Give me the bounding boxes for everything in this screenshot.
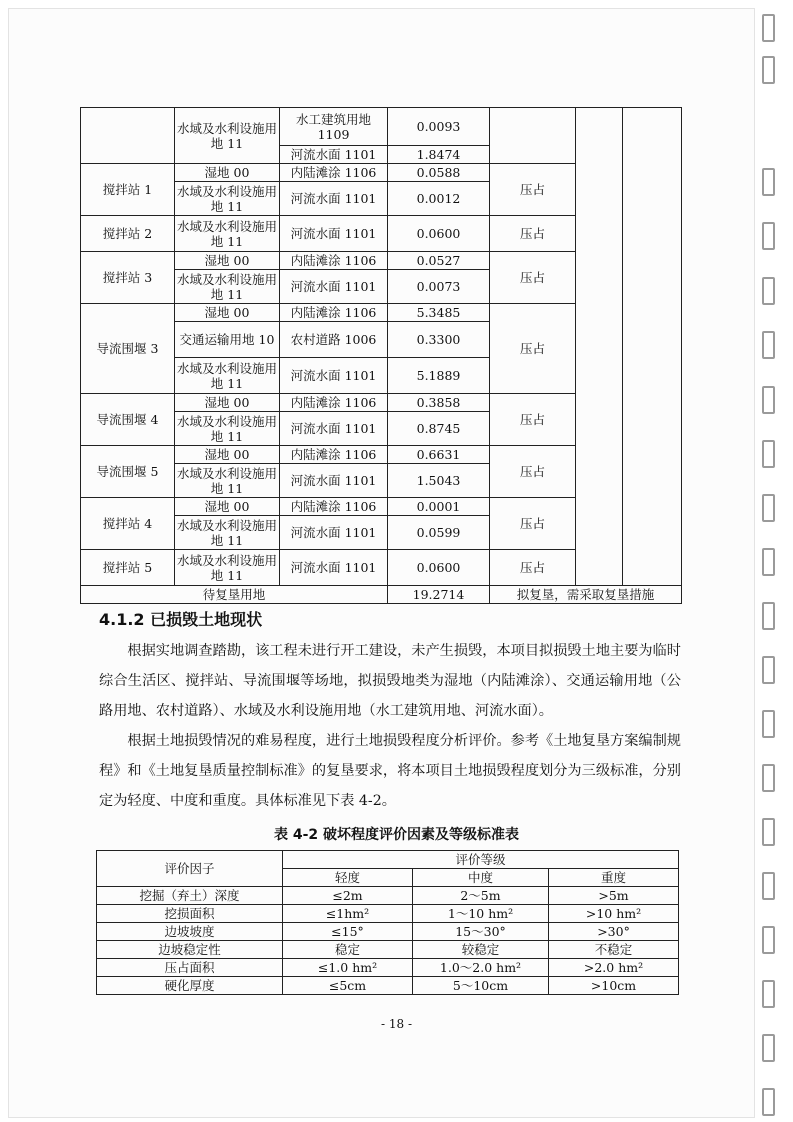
light-cell: ≤15° <box>283 923 413 941</box>
table-row <box>97 905 679 923</box>
land-class-cell: 水域及水利设施用地 11 <box>175 182 280 216</box>
value-cell: 0.0012 <box>388 182 490 216</box>
medium-cell: 5～10cm <box>413 977 549 995</box>
binder-mark <box>762 548 775 576</box>
sub-class-cell: 河流水面 1101 <box>280 182 388 216</box>
land-class-cell: 湿地 00 <box>175 498 280 516</box>
total-note: 拟复垦，需采取复垦措施 <box>490 586 682 604</box>
area-cell: 导流围堰 3 <box>81 304 175 394</box>
area-cell: 搅拌站 2 <box>81 216 175 252</box>
value-cell: 5.1889 <box>388 358 490 394</box>
binder-mark <box>762 277 775 305</box>
sub-class-cell: 水工建筑用地 1109 <box>280 108 388 146</box>
table-row <box>97 977 679 995</box>
sub-class-cell: 河流水面 1101 <box>280 358 388 394</box>
binder-mark <box>762 926 775 954</box>
value-cell: 0.3300 <box>388 322 490 358</box>
table-row <box>97 923 679 941</box>
heavy-cell: >30° <box>549 923 679 941</box>
value-cell: 0.6631 <box>388 446 490 464</box>
total-value: 19.2714 <box>388 586 490 604</box>
grade-header: 评价等级 <box>283 851 679 869</box>
land-class-cell: 湿地 00 <box>175 304 280 322</box>
paragraph-2: 根据土地损毁情况的难易程度，进行土地损毁程度分析评价。参考《土地复垦方案编制规程》和《土地复垦质量控制标准》的复垦要求，将本项目土地损毁程度划分为三级标准，分别定为轻度、中度和重度。具体标准见下表 4-2。 <box>99 733 681 809</box>
value-cell: 0.0588 <box>388 164 490 182</box>
sub-class-cell: 内陆滩涂 1106 <box>280 446 388 464</box>
binder-mark <box>762 386 775 414</box>
area-cell: 搅拌站 3 <box>81 252 175 304</box>
damage-grade-table <box>96 850 679 995</box>
land-class-cell: 交通运输用地 10 <box>175 322 280 358</box>
total-label: 待复垦用地 <box>81 586 388 604</box>
table-total-row <box>81 586 682 604</box>
value-cell: 0.0093 <box>388 108 490 146</box>
light-cell: 稳定 <box>283 941 413 959</box>
section-heading: 4.1.2 已损毁土地现状 <box>99 610 263 629</box>
factor-cell: 挖损面积 <box>97 905 283 923</box>
land-class-cell: 水域及水利设施用地 11 <box>175 516 280 550</box>
table-row <box>97 887 679 905</box>
sub-class-cell: 内陆滩涂 1106 <box>280 394 388 412</box>
land-class-cell: 湿地 00 <box>175 394 280 412</box>
area-cell: 搅拌站 1 <box>81 164 175 216</box>
binder-mark <box>762 1034 775 1062</box>
binder-mark <box>762 494 775 522</box>
type-cell: 压占 <box>490 498 576 550</box>
table-row <box>97 959 679 977</box>
binder-mark <box>762 440 775 468</box>
table-row <box>81 108 682 146</box>
table-caption: 表 4-2 破坏程度评价因素及等级标准表 <box>273 827 520 843</box>
light-cell: ≤1.0 hm² <box>283 959 413 977</box>
heavy-cell: 不稳定 <box>549 941 679 959</box>
table-header-row <box>97 851 679 869</box>
area-cell <box>81 108 175 164</box>
heavy-cell: >2.0 hm² <box>549 959 679 977</box>
binder-mark <box>762 602 775 630</box>
binder-mark <box>762 656 775 684</box>
type-cell: 压占 <box>490 252 576 304</box>
sub-class-cell: 河流水面 1101 <box>280 550 388 586</box>
light-cell: ≤5cm <box>283 977 413 995</box>
value-cell: 5.3485 <box>388 304 490 322</box>
land-class-cell: 水域及水利设施用地 11 <box>175 358 280 394</box>
land-class-cell: 水域及水利设施用地 11 <box>175 464 280 498</box>
land-class-cell: 水域及水利设施用地 11 <box>175 108 280 164</box>
land-damage-table <box>80 107 682 604</box>
heavy-cell: >10cm <box>549 977 679 995</box>
binder-mark <box>762 14 775 42</box>
heavy-cell: >5m <box>549 887 679 905</box>
area-cell: 搅拌站 5 <box>81 550 175 586</box>
sub-class-cell: 内陆滩涂 1106 <box>280 304 388 322</box>
factor-cell: 边坡坡度 <box>97 923 283 941</box>
area-cell: 导流围堰 5 <box>81 446 175 498</box>
value-cell: 0.0001 <box>388 498 490 516</box>
medium-cell: 15～30° <box>413 923 549 941</box>
binder-mark <box>762 222 775 250</box>
binder-mark <box>762 980 775 1008</box>
factor-header: 评价因子 <box>97 851 283 887</box>
medium-cell: 2～5m <box>413 887 549 905</box>
sub-class-cell: 内陆滩涂 1106 <box>280 252 388 270</box>
binder-mark <box>762 710 775 738</box>
value-cell: 0.0600 <box>388 550 490 586</box>
light-cell: ≤1hm² <box>283 905 413 923</box>
value-cell: 0.0527 <box>388 252 490 270</box>
sub-class-cell: 内陆滩涂 1106 <box>280 498 388 516</box>
land-class-cell: 水域及水利设施用地 11 <box>175 412 280 446</box>
binder-mark <box>762 764 775 792</box>
medium-cell: 1.0～2.0 hm² <box>413 959 549 977</box>
type-cell: 压占 <box>490 164 576 216</box>
grade-light-header: 轻度 <box>283 869 413 887</box>
value-cell: 0.3858 <box>388 394 490 412</box>
heavy-cell: >10 hm² <box>549 905 679 923</box>
page-number: - 18 - <box>380 1017 412 1031</box>
sub-class-cell: 河流水面 1101 <box>280 464 388 498</box>
sub-class-cell: 河流水面 1101 <box>280 270 388 304</box>
type-cell: 压占 <box>490 216 576 252</box>
factor-cell: 硬化厚度 <box>97 977 283 995</box>
factor-cell: 压占面积 <box>97 959 283 977</box>
sub-class-cell: 河流水面 1101 <box>280 412 388 446</box>
binder-mark <box>762 872 775 900</box>
type-cell: 压占 <box>490 304 576 394</box>
value-cell: 0.8745 <box>388 412 490 446</box>
blank-cell <box>623 108 682 586</box>
land-class-cell: 湿地 00 <box>175 252 280 270</box>
binder-mark <box>762 168 775 196</box>
medium-cell: 较稳定 <box>413 941 549 959</box>
medium-cell: 1～10 hm² <box>413 905 549 923</box>
value-cell: 0.0600 <box>388 216 490 252</box>
sub-class-cell: 河流水面 1101 <box>280 216 388 252</box>
value-cell: 0.0073 <box>388 270 490 304</box>
binder-mark <box>762 1088 775 1116</box>
value-cell: 1.5043 <box>388 464 490 498</box>
factor-cell: 边坡稳定性 <box>97 941 283 959</box>
value-cell: 0.0599 <box>388 516 490 550</box>
binder-mark <box>762 331 775 359</box>
area-cell: 导流围堰 4 <box>81 394 175 446</box>
grade-heavy-header: 重度 <box>549 869 679 887</box>
factor-cell: 挖掘（弃土）深度 <box>97 887 283 905</box>
type-cell: 压占 <box>490 394 576 446</box>
sub-class-cell: 河流水面 1101 <box>280 516 388 550</box>
table-row <box>97 941 679 959</box>
grade-medium-header: 中度 <box>413 869 549 887</box>
paragraph-1: 根据实地调查踏勘，该工程未进行开工建设，未产生损毁，本项目拟损毁土地主要为临时综合生活区、搅拌站、导流围堰等场地，拟损毁地类为湿地（内陆滩涂）、交通运输用地（公路用地、农村道路）、水域及水利设施用地（水工建筑用地、河流水面）。 <box>99 643 681 719</box>
type-cell <box>490 108 576 164</box>
land-class-cell: 湿地 00 <box>175 446 280 464</box>
type-cell: 压占 <box>490 550 576 586</box>
blank-cell <box>576 108 623 586</box>
land-class-cell: 水域及水利设施用地 11 <box>175 550 280 586</box>
sub-class-cell: 河流水面 1101 <box>280 146 388 164</box>
land-class-cell: 水域及水利设施用地 11 <box>175 270 280 304</box>
value-cell: 1.8474 <box>388 146 490 164</box>
light-cell: ≤2m <box>283 887 413 905</box>
land-class-cell: 水域及水利设施用地 11 <box>175 216 280 252</box>
area-cell: 搅拌站 4 <box>81 498 175 550</box>
sub-class-cell: 农村道路 1006 <box>280 322 388 358</box>
land-class-cell: 湿地 00 <box>175 164 280 182</box>
binder-mark <box>762 56 775 84</box>
type-cell: 压占 <box>490 446 576 498</box>
sub-class-cell: 内陆滩涂 1106 <box>280 164 388 182</box>
